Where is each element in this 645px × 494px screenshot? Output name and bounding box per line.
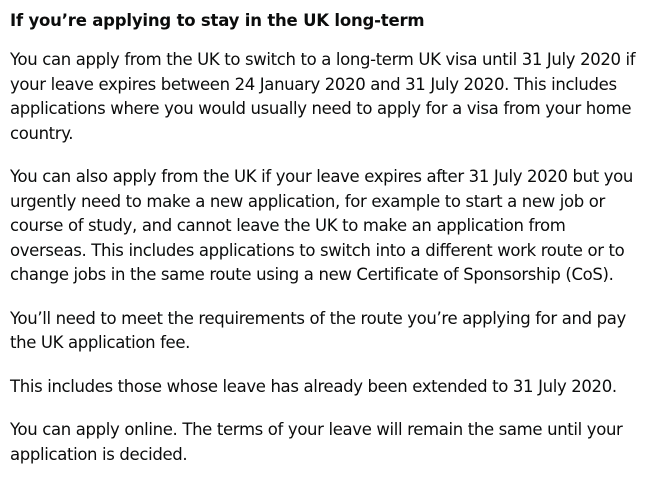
paragraph-already-extended: This includes those whose leave has already been extended to 31 July 2020.: [10, 376, 617, 396]
paragraph-requirements-fee: You’ll need to meet the requirements of the route you’re applying for and pay the UK application fee.: [10, 308, 626, 352]
paragraph-switch-visa: You can apply from the UK to switch to a long-term UK visa until 31 July 2020 if your leave expires between 24 January 2020 and 31 July 2020. This includes applications where you would usually need to apply for a visa from your home country.: [10, 50, 636, 143]
paragraph-urgent-application: You can also apply from the UK if your leave expires after 31 July 2020 but you urgently need to make a new application, for example to start a new job or course of study, and cannot leave the UK to make an application from overseas. This includes applications to switch into a different work route or to change jobs in the same route using a new Certificate of Sponsorship (CoS).: [10, 167, 634, 284]
paragraph-apply-online: You can apply online. The terms of your leave will remain the same until your application is decided.: [10, 420, 623, 464]
guidance-section: [10, 10, 640, 486]
section-heading: If you’re applying to stay in the UK long-term: [10, 11, 425, 30]
